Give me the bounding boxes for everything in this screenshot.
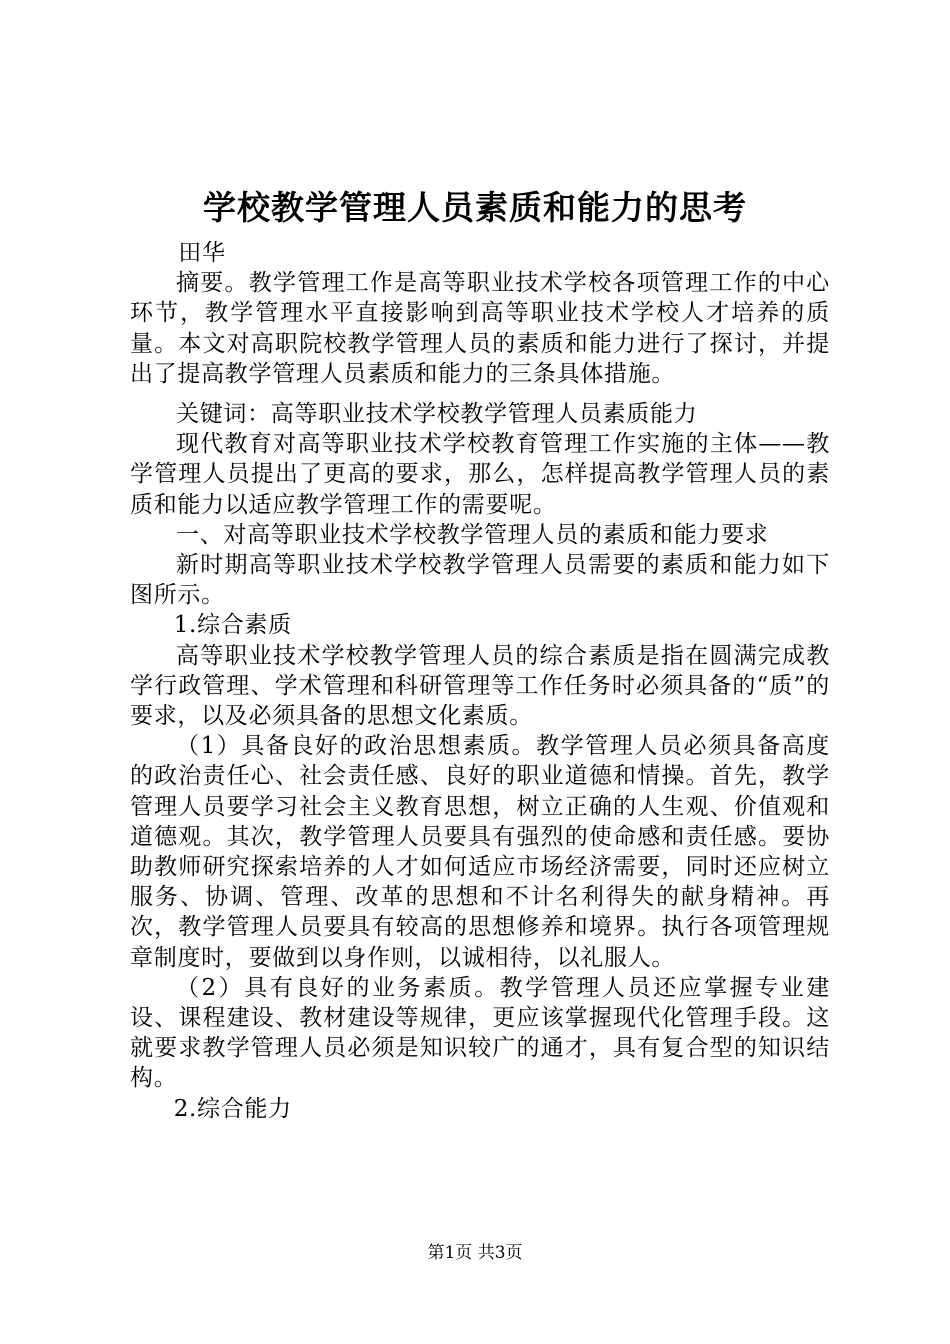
subheading-comprehensive-quality: 1.综合素质 <box>173 612 292 639</box>
intro-paragraph: 现代教育对高等职业技术学校教育管理工作实施的主体——教学管理人员提出了更高的要求，那么，怎样提高教学管理人员的素质和能力以适应教学管理工作的需要呢。 <box>130 431 830 518</box>
subheading-comprehensive-ability: 2.综合能力 <box>173 1095 292 1122</box>
page-number: 第1页 共3页 <box>427 1243 523 1263</box>
document-title: 学校教学管理人员素质和能力的思考 <box>203 188 747 227</box>
political-quality-paragraph: （1）具备良好的政治思想素质。教学管理人员必须具备高度的政治责任心、社会责任感、良好的职业道德和情操。首先，教学管理人员要学习社会主义教育思想，树立正确的人生观、价值观和道德观。其次，教学管理人员要具有强烈的使命感和责任感。要协助教师研究探索培养的人才如何适应市场经济需要，同时还应树立服务、协调、管理、改革的思想和不计名利得失的献身精神。再次，教学管理人员要具有较高的思想修养和境界。执行各项管理规章制度时，要做到以身作则，以诚相待，以礼服人。 <box>130 733 830 971</box>
author-name: 田华 <box>178 240 226 266</box>
document-body <box>130 238 830 1124</box>
business-quality-paragraph: （2）具有良好的业务素质。教学管理人员还应掌握专业建设、课程建设、教材建设等规律，更应该掌握现代化管理手段。这就要求教学管理人员必须是知识较广的通才，具有复合型的知识结构。 <box>130 974 830 1092</box>
quality-definition-paragraph: 高等职业技术学校教学管理人员的综合素质是指在圆满完成教学行政管理、学术管理和科研管理等工作任务时必须具备的“质”的要求，以及必须具备的思想文化素质。 <box>130 642 830 730</box>
abstract-paragraph: 摘要。教学管理工作是高等职业技术学校各项管理工作的中心环节，教学管理水平直接影响到高等职业技术学校人才培养的质量。本文对高职院校教学管理人员的素质和能力进行了探讨，并提出了提高教学管理人员素质和能力的三条具体措施。 <box>130 270 830 387</box>
keywords-paragraph: 关键词：高等职业技术学校教学管理人员素质能力 <box>176 401 698 428</box>
section-intro-paragraph: 新时期高等职业技术学校教学管理人员需要的素质和能力如下图所示。 <box>130 552 830 609</box>
section-heading-1: 一、对高等职业技术学校教学管理人员的素质和能力要求 <box>176 521 769 548</box>
